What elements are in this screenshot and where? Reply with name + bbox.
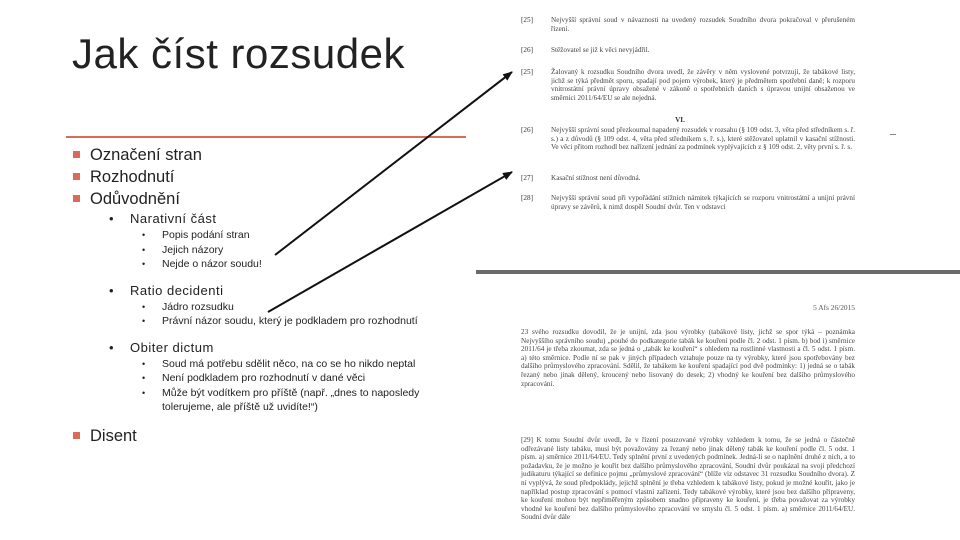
bullet-dot-icon: • xyxy=(142,244,146,255)
paragraph-text: Nejvyšší správní soud přezkoumal napadený rozsudek v rozsahu (§ 109 odst. 3, věta před středníkem s. ř. s.) a z důvodů (§ 109 odst. 4, věta před středníkem s. ř. s.), které stěžovatel uplatnil v kasační stížnosti. Ve věci přitom rozhodl bez nařízení jednání za podmínek vyplývajících z § 109 odst. 2, věty první s. ř. s. xyxy=(551,126,855,152)
arrow-narrative-to-paragraph xyxy=(275,72,512,255)
outline-item-label: Disent xyxy=(90,426,137,445)
page-title: Jak číst rozsudek xyxy=(72,30,405,77)
paragraph-number: [26] xyxy=(521,126,533,134)
paragraph-text: Kasační stížnost není důvodná. xyxy=(551,174,641,182)
subsection-item-label: Může být vodítkem pro příště (např. „dnes to naposledy tolerujeme, ale příště už uvidíte!“) xyxy=(162,386,420,413)
case-reference: 5 Afs 26/2015 xyxy=(813,303,855,312)
subsection-item-label: Nejde o názor soudu! xyxy=(162,258,262,270)
paragraph-number: [27] xyxy=(521,174,533,182)
bullet-dot-icon: • xyxy=(109,211,115,226)
paragraph-text: Stěžovatel se již k věci nevyjádřil. xyxy=(551,46,650,54)
outline-item-label: Označení stran xyxy=(90,146,202,164)
subsection-item-label: Jejich názory xyxy=(162,243,224,256)
bullet-dot-icon: • xyxy=(109,339,115,355)
subsection-item-label: Soud má potřebu sdělit něco, na co se ho nikdo neptal xyxy=(162,357,416,370)
paragraph-text: Nejvyšší správní soud v návaznosti na uvedený rozsudek Soudního dvora pokračoval v přerušeném řízení. xyxy=(551,16,855,33)
paragraph-number: [25] xyxy=(521,16,533,24)
bullet-dot-icon: • xyxy=(142,373,146,383)
bullet-dot-icon: • xyxy=(142,301,146,312)
paragraph-number: [28] xyxy=(521,194,533,202)
section-heading: VI. xyxy=(675,116,685,124)
subsection-label: Ratio decidenti xyxy=(130,282,224,298)
paragraph-text: 23 svého rozsudku dovodil, že je unijní, zda jsou výrobky (tabákové listy, jichž se spor týká – poznámka Nejvyššího správního soudu) „pouhé do podkategorie tabák ke kouření podle čl. 2 odst. 1 písm. b) bod i) směrnice 2011/64 je třeba zkoumat, zda se jedná o „tabák ke kouření“ s ohledem na rostlinné vlastnosti a čl. 5 odst. 1 písm. a) této směrnice. Podle ní se pak v jiných případech vztahuje pouze na ty výrobky, které jsou spotřebovány bez dalšího průmyslového zpracování. Sdělil, že tabákem ke kouření spadající pod dvě podmínky: 1) jedná se o tabák řezaný nebo jinak dělený, kroucený nebo lisovaný do desek; 2) vhodný ke kouření bez dalšího průmyslového zpracování. xyxy=(521,328,855,388)
subsection-item-label: Popis podání stran xyxy=(162,229,250,241)
subsection-label: Narativní část xyxy=(130,211,217,226)
paragraph-text: Nejvyšší správní soud při vypořádání stížních námitek týkajících se rozporu vnitrostátní a unijní právní úpravy se závěrů, k nimž dospěl Soudní dvůr. Ten v odstavci xyxy=(551,194,855,211)
bullet-dot-icon: • xyxy=(109,282,115,298)
paragraph-text: Žalovaný k rozsudku Soudního dvora uvedl, že závěry v něm vyslovené potvrzují, že tabákové listy, jichž se týká předmět sporu, spadají pod pojem výrobek, který je předmětem spotřební daně; k rozporu vnitrostátní právní úpravy obsažené v zákoně o spotřebních daních s úpravou unijní obsaženou ve směrnici 2011/64/EU se ale nejedná. xyxy=(551,68,855,102)
paragraph-text: [29] K tomu Soudní dvůr uvedl, že v řízení posuzované výrobky vzhledem k tomu, že se jedná o částečně odřezávané listy tabáku, musí být považovány za řezaný nebo jinak dělený tabák ke kouření podle čl. 5 odst. 1 písm. a) směrnice 2011/64/EU. Tedy splnění první z uvedených podmínek. Jedná-li se o naplnění druhé z nich, a to požadavku, že je možno je kouřit bez dalšího průmyslového zpracování, Soudní dvůr poukázal na svoji předchozí judikaturu týkající se definice pojmu „průmyslové zpracování“ (blíže viz odstavec 31 rozsudku Soudního dvora). Z ní vyplývá, že soud předpoklády, jejichž splnění je třeba vzhledem k tabákové listy, pokud je možné kouřit, jako je například postup zpracování s pomocí vlastní zařízení. Tedy tabákové výrobky, které jsou bez dalšího připraveny, ke kouření mohou být nepřiměřeným způsobem snadno připraveny ke kouření, je třeba považovat za výrobky vhodné ke kouření bez dalšího průmyslového zpracování ve smyslu čl. 5 odst. 1 písm. a) směrnice 2011/64/EU. Soudní dvůr dále xyxy=(521,436,855,522)
outline-item-label: Rozhodnutí xyxy=(90,168,175,186)
arrow-ratio-to-paragraph xyxy=(268,172,512,312)
subsection-label: Obiter dictum xyxy=(130,339,214,355)
paragraph-number: [26] xyxy=(521,46,533,54)
bullet-dot-icon: • xyxy=(142,316,146,326)
bullet-dot-icon: • xyxy=(142,259,146,269)
bullet-dot-icon: • xyxy=(142,230,146,240)
bullet-dot-icon: • xyxy=(142,358,146,369)
subsection-item-label: Není podkladem pro rozhodnutí v dané věci xyxy=(162,372,366,384)
bullet-dot-icon: • xyxy=(142,387,146,398)
outline-item-label: Odůvodnění xyxy=(90,190,180,208)
subsection-item-label: Jádro rozsudku xyxy=(162,300,234,313)
subsection-item-label: Právní názor soudu, který je podkladem pro rozhodnutí xyxy=(162,315,418,327)
paragraph-number: [25] xyxy=(521,68,533,76)
